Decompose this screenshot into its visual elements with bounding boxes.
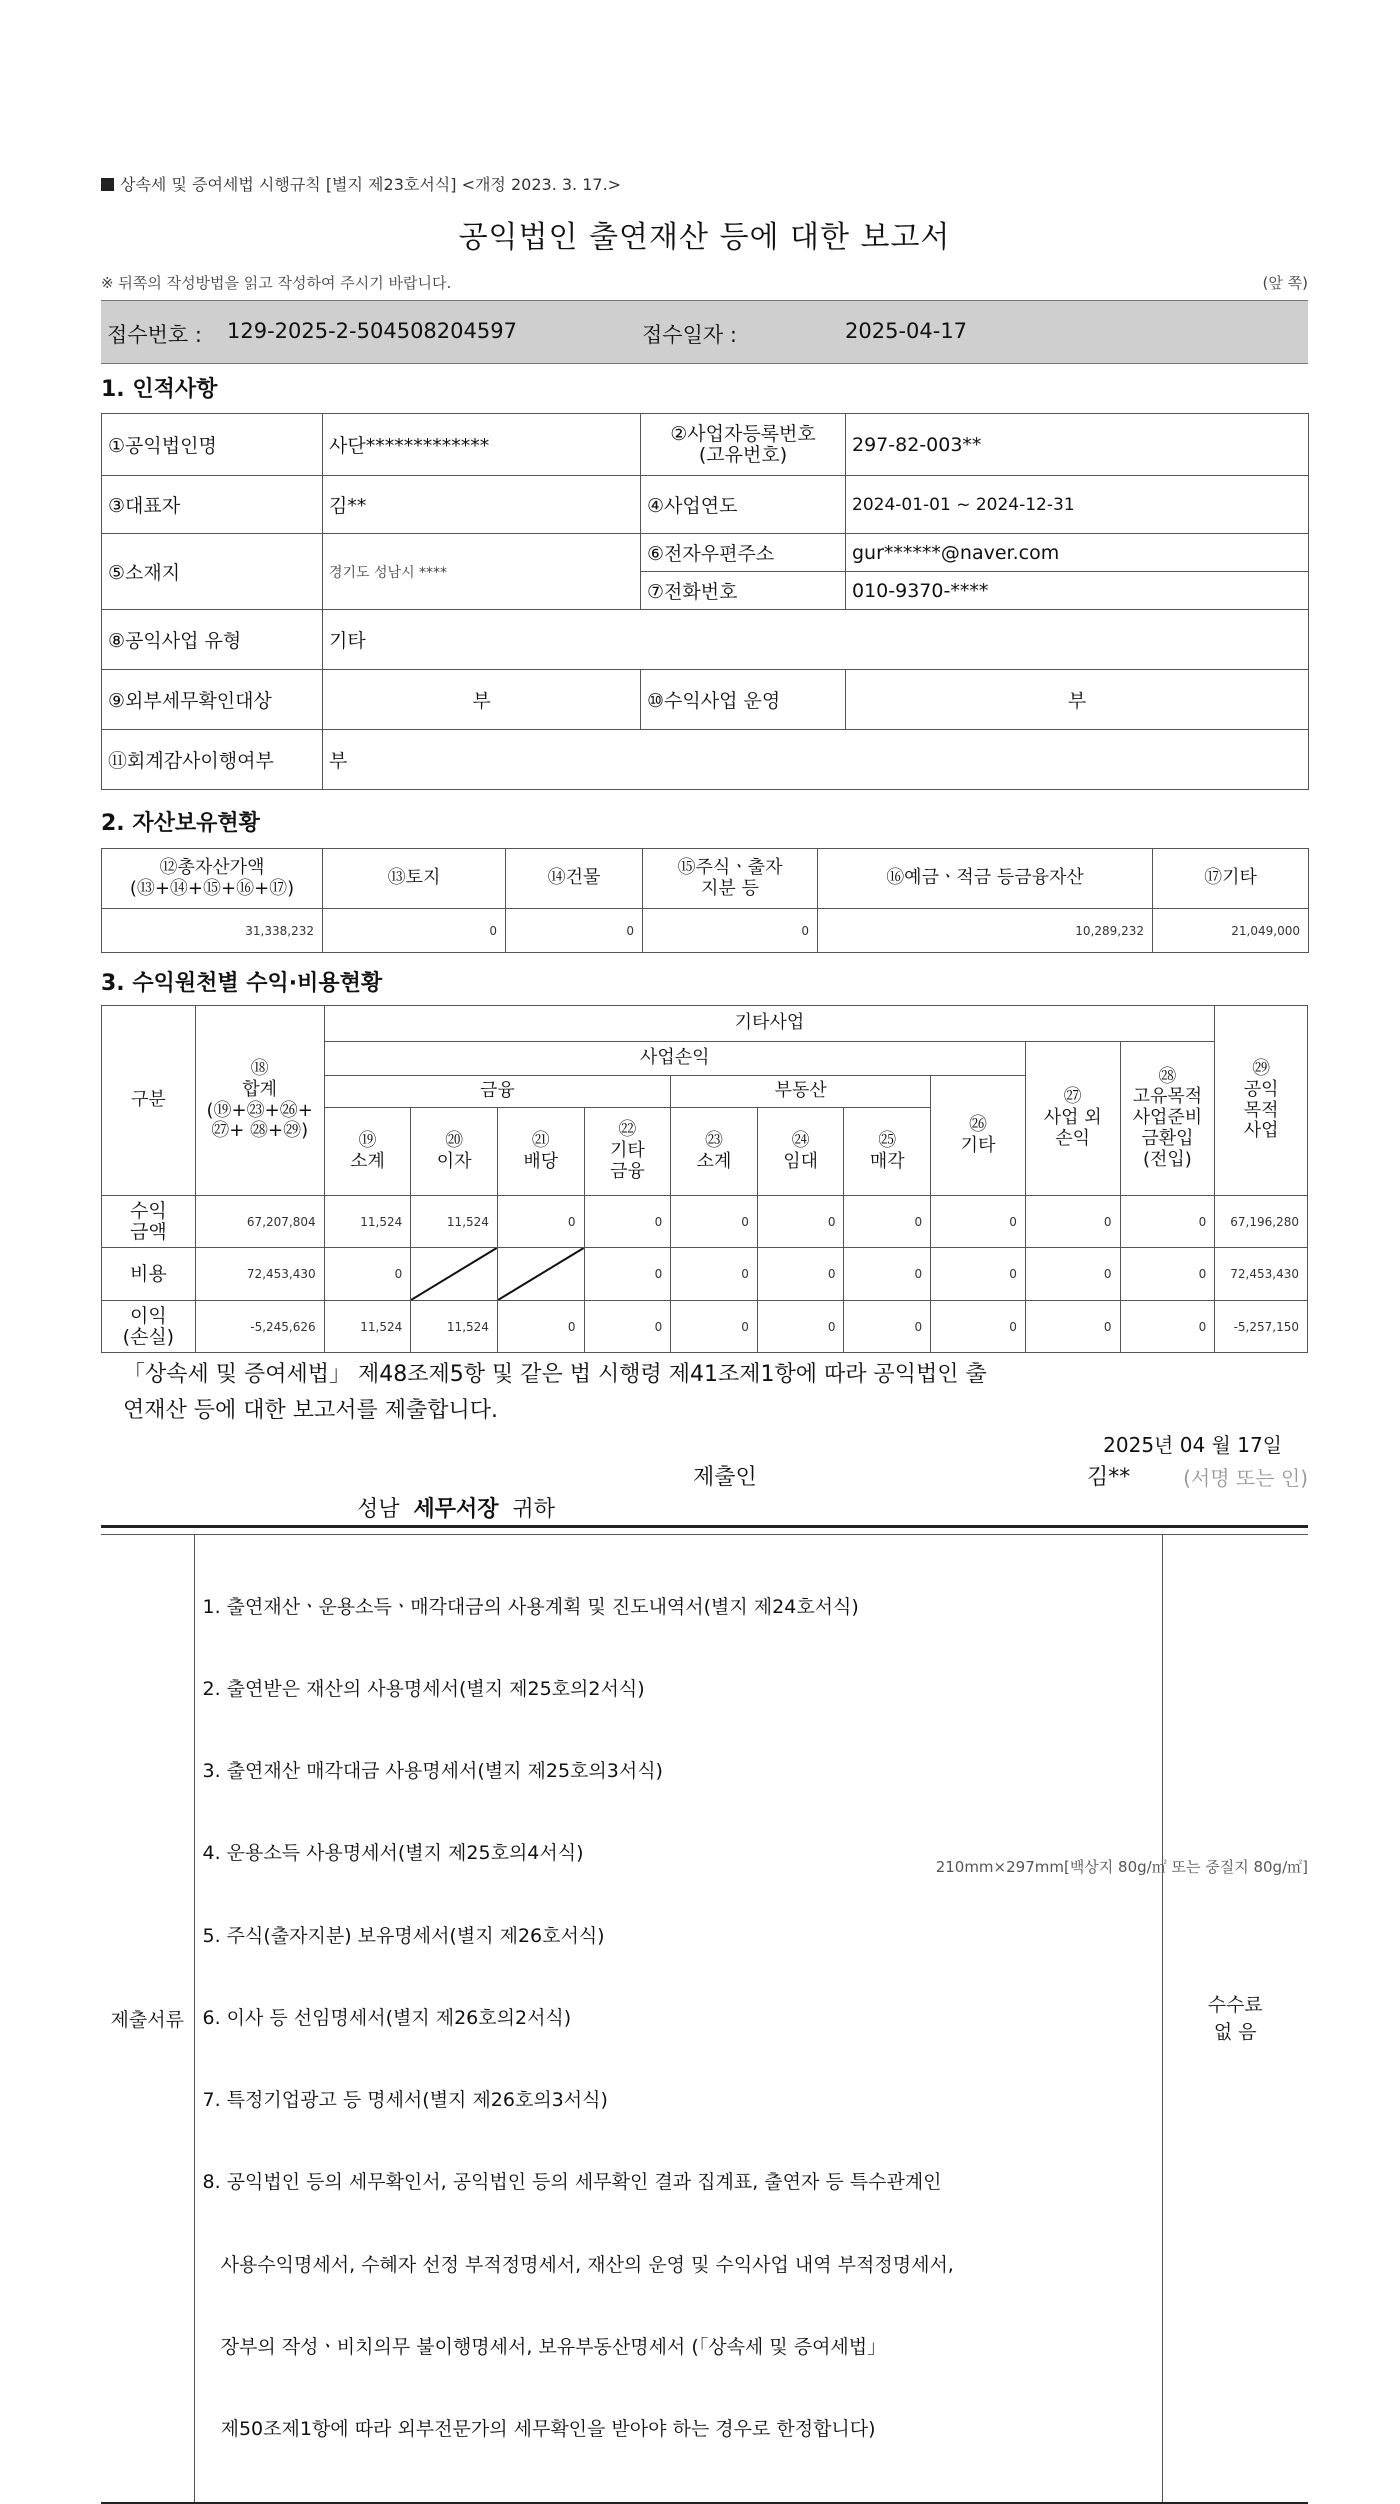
h-20 [411,1108,498,1196]
h-28 [1120,1042,1215,1196]
year-label: ④사업연도 [641,476,846,534]
asset-h-total [102,849,323,909]
asset-h-building: ⑭건물 [506,849,643,909]
page-side: (앞 쪽) [1262,274,1308,292]
value-cell: 0 [1025,1196,1120,1248]
h-24 [757,1108,844,1196]
sign-note: (서명 또는 인) [1183,1466,1308,1490]
section2-title: 2. 자산보유현황 [101,811,260,836]
asset-h-total-line2: (⑬+⑭+⑮+⑯+⑰) [129,877,295,899]
documents-label: 제출서류 [101,1535,194,2504]
h-business-pl: 사업손익 [324,1042,1025,1076]
phone-label: ⑦전화번호 [641,572,846,610]
value-cell: -5,257,150 [1215,1301,1308,1353]
value-cell: 11,524 [324,1301,411,1353]
diagonal-strike-icon [411,1248,497,1300]
income-expense-table [101,1005,1308,1353]
h-25-label: 매각 [869,1150,905,1172]
h-20-num: ⑳ [445,1129,464,1151]
paper-spec: 210mm×297mm[백상지 80g/㎡ 또는 중질지 80g/㎡] [935,1858,1308,1876]
rep-value: 김** [323,476,641,534]
h-28-line4: (전입) [1142,1148,1192,1170]
value-cell: 67,207,804 [195,1196,324,1248]
value-cell: 0 [671,1248,758,1301]
profit-value: 부 [846,670,1309,730]
h-29 [1215,1006,1308,1196]
row-label-line: (손실) [122,1325,175,1348]
value-cell: 0 [671,1196,758,1248]
submitter-label: 제출인 [693,1465,757,1490]
value-cell: 0 [1025,1301,1120,1353]
h-27-line1: 사업 외 [1043,1107,1102,1129]
value-cell: 0 [844,1248,931,1301]
value-cell: 0 [757,1248,844,1301]
asset-h-land: ⑬토지 [323,849,506,909]
phone-value: 010-9370-**** [846,572,1309,610]
h-21-label: 배당 [523,1150,559,1172]
h-25-num: ㉕ [878,1129,897,1151]
h-19-num: ⑲ [358,1129,377,1151]
fee-label: 수수료 [1207,1994,1263,2017]
h-26 [931,1076,1026,1196]
h-23 [671,1108,758,1196]
h-21 [497,1108,584,1196]
diagonal-strike-icon [498,1248,584,1300]
documents-top-rule [101,1525,1308,1528]
h-22-label1: 기타 [609,1140,645,1162]
value-cell: 0 [1120,1248,1215,1301]
h-26-label: 기타 [960,1134,996,1156]
doc-item: 4. 운용소득 사용명세서(별지 제25호의4서식) [202,1842,584,1865]
h-28-num: ㉘ [1158,1065,1177,1087]
corp-name-value: 사단************* [323,414,641,476]
documents-table [101,1534,1308,2504]
fee-value: 없 음 [1213,2020,1257,2043]
audit-value: 부 [323,730,1309,790]
bizno-label-line1: ②사업자등록번호 [670,422,816,445]
declaration-line1: 「상속세 및 증여세법」 제48조제5항 및 같은 법 시행령 제41조제1항에 따라 공익법인 출 [123,1362,987,1387]
row-label-line: 비용 [129,1262,167,1285]
submit-date: 2025년 04 월 17일 [1103,1433,1282,1457]
asset-h-stock-line2: 지분 등 [701,877,759,899]
audit-label: ⑪회계감사이행여부 [102,730,323,790]
doc-item: 6. 이사 등 선임명세서(별지 제26호의2서식) [202,2006,572,2029]
asset-h-other: ⑰기타 [1153,849,1309,909]
value-cell: 72,453,430 [1215,1248,1308,1301]
value-cell: 0 [1025,1248,1120,1301]
row-label-line: 금액 [129,1220,167,1243]
h-23-label: 소계 [696,1150,732,1172]
h-19-label: 소계 [350,1150,385,1172]
value-cell: 11,524 [411,1301,498,1353]
asset-land-value: 0 [323,909,506,953]
value-cell: 0 [931,1196,1026,1248]
h-23-num: ㉓ [705,1129,724,1151]
year-value: 2024-01-01 ~ 2024-12-31 [846,476,1309,534]
asset-total-value: 31,338,232 [102,909,323,953]
value-cell: -5,245,626 [195,1301,324,1353]
value-cell: 11,524 [411,1196,498,1248]
value-cell: 67,196,280 [1215,1196,1308,1248]
h-22 [584,1108,671,1196]
income-expense-body [102,1196,1308,1353]
h-20-label: 이자 [436,1150,472,1172]
asset-h-deposit: ⑯예금ㆍ적금 등금융자산 [818,849,1153,909]
addr-value: 경기도 성남시 **** [323,534,641,610]
declaration-line2: 연재산 등에 대한 보고서를 제출합니다. [123,1398,498,1423]
asset-building-value: 0 [506,909,643,953]
bizno-label [641,414,846,476]
value-cell: 0 [757,1196,844,1248]
h-27-line2: 손익 [1055,1127,1091,1149]
asset-other-value: 21,049,000 [1153,909,1309,953]
h-27 [1025,1042,1120,1196]
h-28-line1: 고유목적 [1132,1086,1203,1108]
value-cell [411,1248,498,1301]
value-cell: 0 [844,1196,931,1248]
h-26-num: ㉖ [968,1113,987,1135]
doc-item: 8. 공익법인 등의 세무확인서, 공익법인 등의 세무확인 결과 집계표, 출연자 등 특수관계인 [202,2171,942,2194]
instruction-note: ※ 뒤쪽의 작성방법을 읽고 작성하여 주시기 바랍니다. [101,274,452,292]
h-total-label: 합계 [242,1078,278,1100]
doc-item: 장부의 작성ㆍ비치의무 불이행명세서, 보유부동산명세서 (「상속세 및 증여세법」 [202,2335,887,2358]
asset-deposit-value: 10,289,232 [818,909,1153,953]
profit-label: ⑩수익사업 운영 [641,670,846,730]
h-total-formula2: ㉗+ ㉘+㉙) [211,1120,309,1142]
h-22-label2: 금융 [609,1160,645,1182]
email-value: gur******@naver.com [846,534,1309,572]
h-29-line1: 공익 [1243,1078,1279,1100]
h-realestate: 부동산 [671,1076,931,1108]
value-cell: 0 [757,1301,844,1353]
h-22-num: ㉒ [618,1119,637,1141]
doc-item: 1. 출연재산ㆍ운용소득ㆍ매각대금의 사용계획 및 진도내역서(별지 제24호서식) [202,1595,859,1618]
h-29-num: ㉙ [1252,1058,1271,1080]
section1-title: 1. 인적사항 [101,377,218,402]
value-cell: 0 [497,1301,584,1353]
h-total-formula1: (⑲+㉓+㉖+ [206,1099,313,1121]
receipt-no-value: 129-2025-2-504508204597 [227,319,517,343]
fee-cell [1162,1535,1308,2504]
receipt-no-label: 접수번호 : [107,323,202,347]
row-label-line: 이익 [129,1304,167,1327]
asset-h-stock-line1: ⑮주식ㆍ출자 [677,856,783,878]
doc-item: 5. 주식(출자지분) 보유명세서(별지 제26호서식) [202,1924,605,1947]
bullet-square-icon [101,178,114,191]
section3-title: 3. 수익원천별 수익·비용현황 [101,971,383,996]
doc-item: 3. 출연재산 매각대금 사용명세서(별지 제25호의3서식) [202,1760,663,1783]
asset-h-stock [643,849,818,909]
type-value: 기타 [323,610,1309,670]
office-name: 세무서장 [413,1497,499,1522]
value-cell: 0 [931,1301,1026,1353]
asset-h-total-line1: ⑫총자산가액 [159,856,265,878]
value-cell [497,1248,584,1301]
ext-value: 부 [323,670,641,730]
h-gubun: 구분 [102,1006,196,1196]
office-prefix: 성남 [357,1497,400,1522]
h-24-label: 임대 [783,1150,819,1172]
rep-label: ③대표자 [102,476,323,534]
value-cell: 11,524 [324,1196,411,1248]
h-28-line3: 금환입 [1141,1127,1194,1149]
ext-label: ⑨외부세무확인대상 [102,670,323,730]
h-19 [324,1108,411,1196]
h-21-num: ㉑ [531,1129,550,1151]
bizno-label-line2: (고유번호) [698,443,788,466]
doc-item: 7. 특정기업광고 등 명세서(별지 제26호의3서식) [202,2089,608,2112]
h-28-line2: 사업준비 [1132,1107,1203,1129]
row-label [102,1301,196,1353]
addressee [357,1492,555,1523]
value-cell: 0 [584,1248,671,1301]
value-cell: 0 [1120,1196,1215,1248]
corp-name-label: ①공익법인명 [102,414,323,476]
h-total-num: ⑱ [250,1058,269,1080]
value-cell: 0 [671,1301,758,1353]
row-label [102,1196,196,1248]
documents-list [194,1535,1162,2504]
h-etc-business: 기타사업 [324,1006,1215,1042]
value-cell: 72,453,430 [195,1248,324,1301]
submitter-name: 김** [1087,1465,1131,1490]
h-24-num: ㉔ [791,1129,810,1151]
h-29-line2: 목적 [1243,1099,1279,1121]
asset-table [101,848,1309,953]
page-title: 공익법인 출연재산 등에 대한 보고서 [458,220,951,255]
doc-item: 제50조제1항에 따라 외부전문가의 세무확인을 받아야 하는 경우로 한정합니다) [202,2418,876,2440]
receipt-date-label: 접수일자 : [642,323,737,347]
h-29-line3: 사업 [1243,1120,1279,1142]
receipt-date-value: 2025-04-17 [845,319,968,343]
h-27-num: ㉗ [1063,1086,1082,1108]
value-cell: 0 [584,1196,671,1248]
addr-label: ⑤소재지 [102,534,323,610]
value-cell: 0 [497,1196,584,1248]
doc-item: 2. 출연받은 재산의 사용명세서(별지 제25호의2서식) [202,1678,645,1701]
row-label [102,1248,196,1301]
row-label-line: 수익 [129,1199,167,1222]
form-reference: 상속세 및 증여세법 시행규칙 [별지 제23호서식] <개정 2023. 3. 17.> [101,172,621,195]
type-label: ⑧공익사업 유형 [102,610,323,670]
doc-item: 사용수익명세서, 수혜자 선정 부적정명세서, 재산의 운영 및 수익사업 내역 부적정명세서, [202,2253,954,2276]
bizno-value: 297-82-003** [846,414,1309,476]
h-25 [844,1108,931,1196]
receipt-bar [101,300,1308,364]
value-cell: 0 [1120,1301,1215,1353]
email-label: ⑥전자우편주소 [641,534,846,572]
office-suffix: 귀하 [512,1497,556,1522]
personal-info-table [101,413,1309,790]
asset-stock-value: 0 [643,909,818,953]
h-finance: 금융 [324,1076,671,1108]
value-cell: 0 [584,1301,671,1353]
value-cell: 0 [931,1248,1026,1301]
value-cell: 0 [324,1248,411,1301]
h-total [195,1006,324,1196]
value-cell: 0 [844,1301,931,1353]
